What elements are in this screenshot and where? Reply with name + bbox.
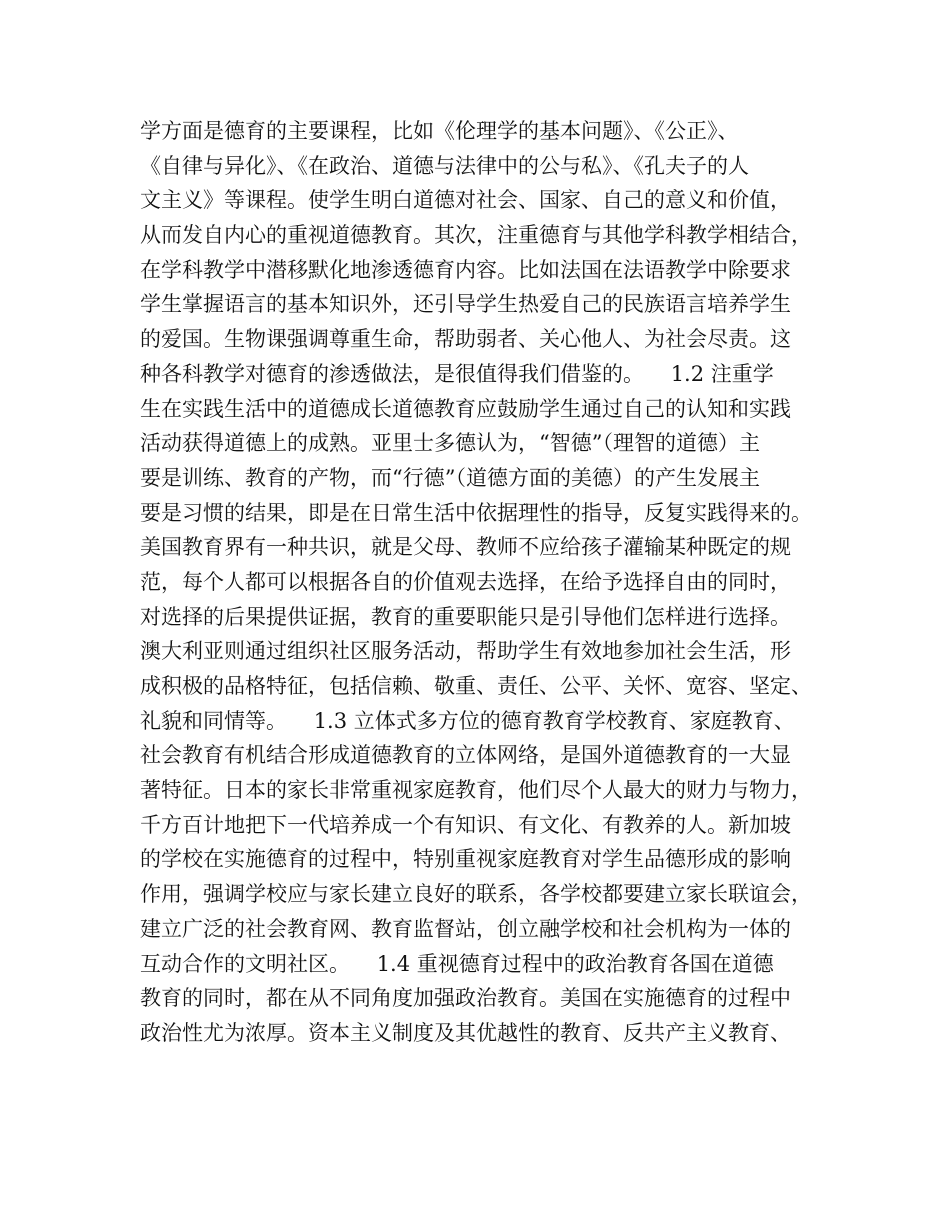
text-line: 要是训练、教育的产物，而“行德”（道德方面的美德）的产生发展主 (140, 465, 760, 490)
text-line: 的学校在实施德育的过程中，特别重视家庭教育对学生品德形成的影响 (140, 847, 791, 872)
text-line: 互动合作的文明社区。 1.4 重视德育过程中的政治教育各国在道德 (140, 951, 774, 976)
text-line: 学生掌握语言的基本知识外，还引导学生热爱自己的民族语言培养学生 (140, 292, 791, 317)
text-line: 社会教育有机结合形成道德教育的立体网络，是国外道德教育的一大显 (140, 743, 791, 768)
text-line: 《自律与异化》、《在政治、道德与法律中的公与私》、《孔夫子的人 (140, 153, 749, 178)
text-line: 活动获得道德上的成熟。亚里士多德认为，“智德”（理智的道德）主 (140, 431, 760, 456)
text-line: 成积极的品格特征，包括信赖、敬重、责任、公平、关怀、宽容、坚定、 (140, 674, 812, 698)
text-line: 生在实践生活中的道德成长道德教育应鼓励学生通过自己的认知和实践 (140, 396, 791, 421)
text-line: 文主义》等课程。使学生明白道德对社会、国家、自己的意义和价值， (140, 188, 791, 213)
text-line: 千方百计地把下一代培养成一个有知识、有文化、有教养的人。新加坡 (140, 812, 791, 837)
text-line: 在学科教学中潜移默化地渗透德育内容。比如法国在法语教学中除要求 (140, 257, 791, 282)
text-line: 政治性尤为浓厚。资本主义制度及其优越性的教育、反共产主义教育、 (140, 1020, 791, 1045)
text-line: 著特征。日本的家长非常重视家庭教育，他们尽个人最大的财力与物力， (140, 778, 812, 803)
text-line: 作用，强调学校应与家长建立良好的联系，各学校都要建立家长联谊会， (140, 882, 812, 907)
text-line: 建立广泛的社会教育网、教育监督站，创立融学校和社会机构为一体的 (140, 916, 791, 941)
text-line: 范，每个人都可以根据各自的价值观去选择，在给予选择自由的同时， (140, 569, 791, 594)
body-text (140, 114, 840, 1051)
text-line: 澳大利亚则通过组织社区服务活动，帮助学生有效地参加社会生活，形 (140, 639, 791, 664)
text-line: 从而发自内心的重视道德教育。其次，注重德育与其他学科教学相结合， (140, 223, 812, 248)
text-line: 种各科教学对德育的渗透做法，是很值得我们借鉴的。 1.2 注重学 (140, 361, 774, 386)
text-line: 学方面是德育的主要课程，比如《伦理学的基本问题》、《公正》、 (140, 119, 739, 143)
text-line: 教育的同时，都在从不同角度加强政治教育。美国在实施德育的过程中 (140, 986, 791, 1011)
text-line: 礼貌和同情等。 1.3 立体式多方位的德育教育学校教育、家庭教育、 (140, 708, 795, 733)
text-line: 对选择的后果提供证据，教育的重要职能只是引导他们怎样进行选择。 (140, 604, 791, 629)
text-line: 的爱国。生物课强调尊重生命，帮助弱者、关心他人、为社会尽责。这 (140, 327, 791, 352)
text-line: 美国教育界有一种共识，就是父母、教师不应给孩子灌输某种既定的规 (140, 535, 791, 560)
text-line: 要是习惯的结果，即是在日常生活中依据理性的指导，反复实践得来的。 (140, 500, 812, 525)
